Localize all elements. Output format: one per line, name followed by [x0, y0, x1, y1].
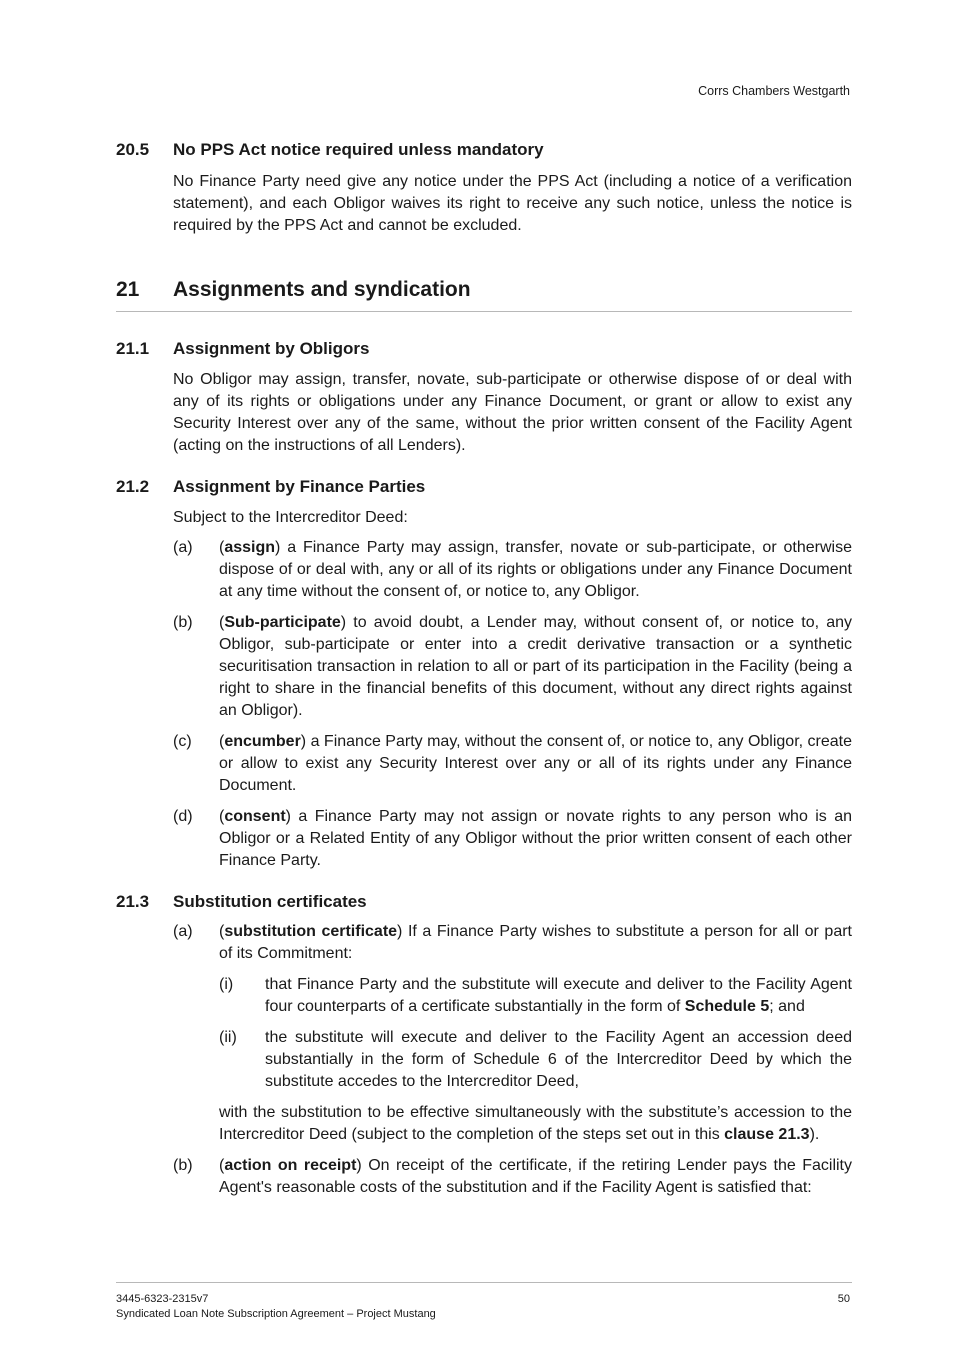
heading-21-1 [116, 337, 852, 361]
defined-term: substitution certificate [224, 923, 398, 940]
clause-title: Assignments and syndication [173, 278, 471, 301]
defined-term: consent [224, 808, 286, 825]
clause-number: 20.5 [116, 140, 150, 159]
clause-21-2-a [173, 537, 852, 603]
clause-21-3-a-i [219, 974, 852, 1018]
clause-21-3-a [173, 921, 852, 965]
heading-21-3 [116, 890, 852, 914]
footer-doc-title: Syndicated Loan Note Subscription Agreement – Project Mustang [116, 1308, 436, 1320]
schedule-reference: Schedule 5 [684, 998, 770, 1015]
clause-title: Assignment by Finance Parties [173, 477, 426, 496]
item-label: (b) [173, 614, 193, 631]
heading-21-2 [116, 475, 852, 499]
clause-21-1-body: No Obligor may assign, transfer, novate, sub-participate or otherwise dispose of or deal with any of its rights or obligations under any Finance Document, or grant or allow to exist any Security Interest over any of the same, without the prior written consent of the Facility Agent (acting on the instructions of all Lenders). [173, 371, 852, 454]
clause-title: Assignment by Obligors [173, 339, 370, 358]
defined-term: encumber [224, 733, 301, 750]
item-label: (a) [173, 539, 193, 556]
item-text: (assign) a Finance Party may assign, transfer, novate or sub-participate, or otherwise dispose of or deal with, any or all of its rights or obligations under any Finance Document at any time without the consent of, or notice to, any Obligor. [219, 539, 852, 600]
item-text: (consent) a Finance Party may not assign or novate rights to any person who is an Obligor or a Related Entity of any Obligor without the prior written consent of each other Finance Party. [219, 808, 852, 869]
item-label: (b) [173, 1157, 193, 1174]
heading-21 [116, 275, 852, 305]
clause-number: 21.2 [116, 477, 150, 496]
document-body [116, 138, 852, 1199]
clause-21-3-a-continuation: with the substitution to be effective simultaneously with the substitute’s accession to the Intercreditor Deed (subject to the completion of the steps set out in this clause 21.3). [219, 1104, 852, 1143]
item-label: (a) [173, 923, 193, 940]
heading-20-5 [116, 138, 852, 162]
sub-item-label: (i) [219, 976, 234, 993]
item-text: (encumber) a Finance Party may, without the consent of, or notice to, any Obligor, create or allow to exist any Security Interest over any or all of its rights under any Finance Document. [219, 733, 852, 794]
clause-title: No PPS Act notice required unless mandatory [173, 140, 544, 159]
clause-number: 21.3 [116, 892, 150, 911]
clause-20-5-body: No Finance Party need give any notice under the PPS Act (including a notice of a verification statement), and each Obligor waives its right to receive any such notice, unless the notice is required by the PPS Act and cannot be excluded. [173, 173, 852, 234]
sub-item-text: that Finance Party and the substitute will execute and deliver to the Facility Agent four counterparts of a certificate substantially in the form of Schedule 5; and [265, 976, 852, 1015]
footer-doc-id: 3445-6323-2315v7 [116, 1293, 209, 1305]
defined-term: action on receipt [224, 1157, 357, 1174]
header-firm-name: Corrs Chambers Westgarth [698, 84, 850, 98]
sub-item-label: (ii) [219, 1029, 237, 1046]
clause-21-2-d [173, 806, 852, 872]
defined-term: Sub-participate [224, 614, 341, 631]
clause-21-2-b [173, 612, 852, 722]
item-text: (substitution certificate) If a Finance Party wishes to substitute a person for all or part of its Commitment: [219, 923, 853, 962]
item-label: (d) [173, 808, 193, 825]
footer-divider [116, 1282, 852, 1283]
clause-21-2-c [173, 731, 852, 797]
page-number: 50 [837, 1293, 850, 1305]
item-text: (Sub-participate) to avoid doubt, a Lender may, without consent of, or notice to, any Obligor, sub-participate or enter into a credit derivative transaction or a synthetic securitisation transaction in relation to all or part of its participation in the Facility (being a right to share in the financial benefits of this document, without any direct rights against an Obligor). [219, 614, 852, 719]
clause-title: Substitution certificates [173, 892, 367, 911]
clause-number: 21 [116, 278, 140, 301]
clause-21-3-b [173, 1155, 852, 1199]
clause-number: 21.1 [116, 339, 150, 358]
clause-21-2-intro: Subject to the Intercreditor Deed: [173, 509, 408, 526]
sub-item-text: the substitute will execute and deliver to the Facility Agent an accession deed substantially in the form of Schedule 6 of the Intercreditor Deed by which the substitute accedes to the Intercreditor Deed, [265, 1029, 852, 1090]
footer-document-info [116, 1292, 436, 1322]
item-text: (action on receipt) On receipt of the certificate, if the retiring Lender pays the Facility Agent's reasonable costs of the substitution and if the Facility Agent is satisfied that: [219, 1157, 853, 1196]
clause-21-3-a-ii [219, 1027, 852, 1093]
defined-term: assign [224, 539, 276, 556]
heading-21-block [116, 275, 852, 312]
heading-divider [116, 311, 852, 312]
clause-reference: clause 21.3 [724, 1126, 810, 1143]
item-label: (c) [173, 733, 192, 750]
